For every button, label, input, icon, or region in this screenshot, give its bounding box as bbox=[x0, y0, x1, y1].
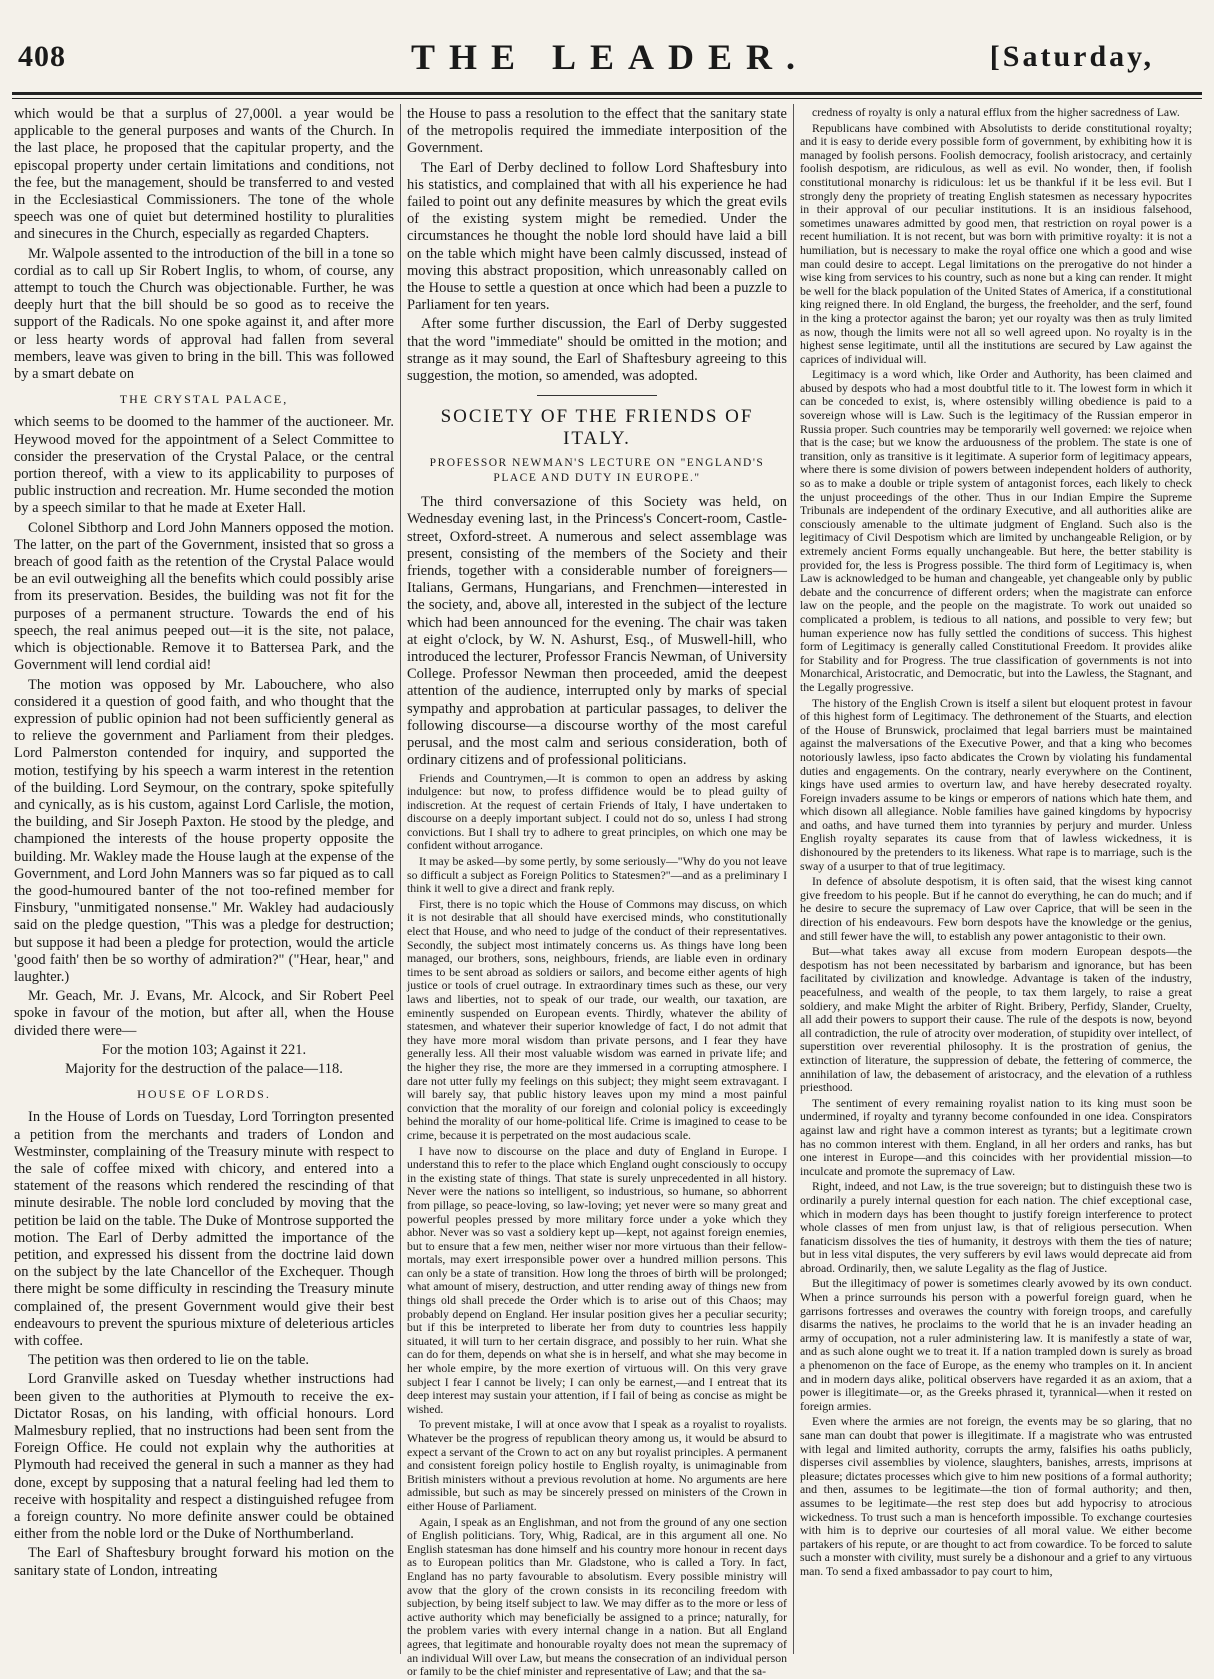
column-divider bbox=[400, 104, 401, 1654]
masthead bbox=[0, 0, 1214, 96]
column-2 bbox=[407, 106, 787, 1679]
paragraph: the House to pass a resolution to the effect that the sanitary state of the metropolis required the immediate interposition of the Government. bbox=[407, 106, 787, 157]
lecture-paragraph: Friends and Countrymen,—It is common to open an address by asking indulgence: but now, to profess diffidence would be to plead guilty of indiscretion. At the request of certain Friends of Italy, I have undertaken to discourse on a deeply important subject. I could not do so, unless I had strong convictions. But I shall try to adhere to great principles, on which one may be confident without arrogance. bbox=[407, 770, 787, 853]
paragraph: Lord Granville asked on Tuesday whether instructions had been given to the authorities at Plymouth to receive the ex-Dictator Rosas, on his landing, with official honours. Lord Malmesbury replied, that no instructions had been sent from the Foreign Office. He could not explain why the authorities at Plymouth had received the general in such a manner as they had done, except by supposing that a natural feeling had led them to receive with hospitality and respect a distinguished refugee from a foreign country. No more definite answer could be obtained either from the noble lord or the Duke of Northumberland. bbox=[14, 1371, 394, 1543]
lecture-paragraph: In defence of absolute despotism, it is often said, that the wisest king cannot give freedom to his people. But if he cannot do everything, he can do much; and if he desire to secure the supremacy of Law over Caprice, that will be seen in the direction of his endeavours. Few born despots have the knowledge or the genius, and still fewer have the will, to establish any power antagonistic to their own. bbox=[800, 874, 1192, 943]
subheading-crystal-palace: THE CRYSTAL PALACE, bbox=[119, 392, 289, 407]
lecture-paragraph: credness of royalty is only a natural efflux from the higher sacredness of Law. bbox=[812, 105, 1180, 119]
paragraph: which seems to be doomed to the hammer of the auctioneer. Mr. Heywood moved for the appointment of a Select Committee to consider the preservation of the Crystal Palace, or the central portion thereof, with a view to its applicability to purposes of public instruction and recreation. Mr. Hume seconded the motion by a speech similar to that he made at Exeter Hall. bbox=[14, 414, 394, 517]
column-3 bbox=[800, 106, 1192, 1656]
lecture-paragraph: Right, indeed, and not Law, is the true sovereign; but to distinguish these two is ordinarily a purely internal question for each nation. The chief exceptional case, which in modern days has been thought to justify foreign interference to protect whole classes of men from unjust law, is that of religious persecution. When fanaticism dissolves the ties of humanity, it destroys with them the ties of nature; but in less vital disputes, the very sufferers by evil laws would deprecate aid from abroad. Ordinarily, then, we salute Legality as the flag of Justice. bbox=[800, 1179, 1192, 1275]
section-divider bbox=[537, 395, 657, 396]
lecture-paragraph: But—what takes away all excuse from modern European despots—the despotism has not been necessitated by barbarism and ignorance, but has been facilitated by civilization and knowledge. Advantage is taken of the industry, peacefulness, and wealth of the people, to tax them largely, to raise a great soldiery, and make Might the arbiter of Right. Bribery, Perfidy, Slander, Cruelty, all add their powers to support their cause. The rule of the despots is now, beyond all contradiction, the rule of atrocity over moderation, of stupidity over intellect, of superstition over reverential philosophy. It is the prostration of genius, the extinction of literature, the suppression of debate, the fettering of commerce, the annihilation of law, the debasement of aristocracy, and the elevation of a ruthless priesthood. bbox=[800, 944, 1192, 1095]
lecture-paragraph: But the illegitimacy of power is sometimes clearly avowed by its own conduct. When a prince surrounds his person with a powerful foreign guard, when he garrisons fortresses and overawes the country with foreign troops, and carefully disarms the natives, he proclaims to the world that he is an invader heading an army of occupation, not a ruler administering law. It is manifestly a state of war, and as such alone ought we to treat it. If a nation trampled down is surely as broad a phenomenon on the face of Europe, as the enemy who tramples on it. In ancient and in modern days alike, political observers have regarded it as an axiom, that a power is illegitimate—or, as the Greeks phrased it, tyrannical—when it rested on foreign armies. bbox=[800, 1276, 1192, 1413]
masthead-rule-thick bbox=[12, 92, 1202, 95]
subheading-house-of-lords: HOUSE OF LORDS. bbox=[137, 1087, 271, 1102]
article-subtitle: PROFESSOR NEWMAN'S LECTURE ON "ENGLAND'S PLACE AND DUTY IN EUROPE." bbox=[429, 457, 765, 485]
lecture-paragraph: Legitimacy is a word which, like Order and Authority, has been claimed and abused by despots who had a most doubtful title to it. The lowest form in which it can be conceded to exist, is, where ostensibly willing obedience is paid to a sovereign whose will is Law. Such is the legitimacy of the Russian emperor in Russia proper. Such countries may be temporarily well governed: we rejoice when that is the case; but we know the arduousness of the problem. The state is one of transition, only as transitive is it legitimate. A superior form of legitimacy appears, where there is some division of powers between independent holders of authority, so as to make a double or triple system of antagonist forces, each likely to check the unjust proceedings of the other. Thus in our Indian Empire the Supreme Tribunals are independent of the ordinary Executive, and all authorities alike are consciously amenable to the ultimate judgment of England. Such also is the legitimacy of Civil Despotism which are limited by unchangeable Religion, or by extremely ancient Forms equally unchangeable. But here, the better stability is provided for, the less is Progress possible. The third form of Legitimacy is, when Law is acknowledged to be human and changeable, yet changeable only by public debate and the concurrence of different orders; when the magistrate can enforce law on the people, and the people on the magistrate. To work out unaided so complicated a problem, is tedious to all nations, and possible to very few; but human experience now has fully settled the conditions of success. This highest form of Legitimacy is generally called Constitutional Freedom. It provides alike for Stability and for Progress. The true classification of governments is not into Monarchical, Aristocratic, and Democratic, but into the Lawless, the Stagnant, and the Legally progressive. bbox=[800, 367, 1192, 694]
lecture-paragraph: To prevent mistake, I will at once avow that I speak as a royalist to royalists. Whatever be the progress of republican theory among us, it would be absurd to expect a servant of the Crown to act on any but royalist principles. A permanent and consistent foreign policy hostile to English royalty, is unimaginable from British ministers without a previous revolution at home. No arguments are here admissible, but such as may be sincerely pressed on ministers of the Crown in either House of Parliament. bbox=[407, 1417, 787, 1513]
lecture-paragraph: First, there is no topic which the House of Commons may discuss, on which it is not desirable that all should have exercised minds, who constitutionally elect that House, and who need to judge of the conduct of their representatives. Secondly, the subject most intimately concerns us. As things have long been managed, our brothers, sons, neighbours, friends, are liable even in ordinary times to be sent abroad as soldiers or sailors, and become either agents of high justice or tools of cruel outrage. In extraordinary times such as these, our very laws and liberties, not to speak of our trade, our wealth, our taxation, are eminently suspended on European events. Thirdly, whatever the ability of statesmen, and whatever their superior knowledge of fact, I do not admit that they have more moral wisdom than private persons, and I fear they have generally less. All their most valuable wisdom was earned in private life; and the higher they rise, the more are they immersed in a corrupting atmosphere. I dare not utter fully my feelings on this subject; they might seem extravagant. I will barely say, that public history leaves upon my mind a most painful conviction that the morality of our foreign and colonial policy is exceedingly behind the morality of our home-political life. Crime is imagined to cease to be crime, because it is perpetrated on the most audacious scale. bbox=[407, 896, 787, 1142]
issue-day: [Saturday, bbox=[989, 40, 1154, 73]
lecture-paragraph: I have now to discourse on the place and duty of England in Europe. I understand this to refer to the place which England ought consciously to occupy in the existing state of things. That state is surely unprecedented in all history. Never were the nations so intelligent, so industrious, so humane, so abhorrent from pillage, so peace-loving, so law-loving; yet never were so many great and powerful peoples pressed by more military force under a yoke which they abhor. Never was so vast a soldiery kept up—kept, not against foreign enemies, but to ensure that a few men, neither wiser nor more virtuous than their fellow-mortals, may exert irresponsible power over a hundred million persons. This can only be a state of transition. How long the throes of birth will be prolonged; what amount of misery, destruction, and utter rending away of things new from things old shall precede the Order which is to arise out of this Chaos; may probably depend on England. Her insular position gives her a peculiar security; but if this be interpreted to liberate her from duty to countries less happily situated, it will turn to her certain disgrace, and possibly to her ruin. What she can do for them, depends on what she is in herself, and what she may become in her whole empire, by the more exertion of virtuous will. On this very grave subject I fear I cannot be lively; I can only be earnest,—and I entreat that its deep interest may sustain your attention, if I fail of being as concise as might be wished. bbox=[407, 1143, 787, 1416]
paragraph: In the House of Lords on Tuesday, Lord Torrington presented a petition from the merchants and traders of London and Westminster, complaining of the Treasury minute with respect to the sale of coffee mixed with chicory, and entered into a statement of the reasons which rendered the rescinding of that minute desirable. The noble lord concluded by moving that the petition be laid on the table. The Duke of Montrose supported the motion. The Earl of Derby admitted the importance of the petition, and expressed his dissent from the doctrine laid down on the subject by the late Chancellor of the Exchequer. Though there might be some difficulty in rescinding the Treasury minute complained of, the present Government would give their best endeavours to prevent the spurious mixture of deleterious articles with coffee. bbox=[14, 1109, 394, 1350]
column-divider bbox=[793, 104, 794, 1654]
paragraph: The motion was opposed by Mr. Labouchere, who also considered it a question of good faith, and who thought that the expression of public opinion had not been sufficiently general as to relieve the government and Parliament from their pledges. Lord Palmerston contended for inquiry, and supported the motion, testifying by his speech a warm interest in the retention of the building. Lord Seymour, on the contrary, spoke spitefully and cynically, as is his custom, against Lord Carlisle, the motion, the building, and Sir Joseph Paxton. He stood by the pledge, and championed the interests of the house property opposite the building. Mr. Wakley made the House laugh at the expense of the Government, and Lord John Manners was so far piqued as to call the good-humoured banter of the not too-refined member for Finsbury, "unmitigated nonsense." Mr. Wakley had audaciously said on the pledge question, "This was a pledge for destruction; but suppose it had been a pledge for protection, would the article 'good faith' then be so worthy of admiration?" ("Hear, hear," and laughter.) bbox=[14, 676, 394, 985]
paragraph: which would be that a surplus of 27,000l. a year would be applicable to the general purposes and wants of the Church. In the last place, he proposed that the capitular property, and the episcopal property under certain limitations and conditions, not the fee, but the management, should be transferred to and vested in the Ecclesiastical Commissioners. The tone of the whole speech was one of quiet but determined hostility to pluralities and sinecures in the Church, especially as regarded Chapters. bbox=[14, 106, 394, 243]
lecture-paragraph: The history of the English Crown is itself a silent but eloquent protest in favour of this highest form of Legitimacy. The dethronement of the Stuarts, and election of the House of Brunswick, proclaimed that legal barriers must be maintained against the malversations of the Executive Power, and that a king who becomes notoriously lawless, ipso facto abdicates the Crown by violating his fundamental duties and engagements. On the contrary, nearly everywhere on the Continent, kings have used armies to overturn law, and have hereby desecrated royalty. Foreign invaders assume to be kings or emperors of nations which hate them, and which disown all allegiance. Noble families have gained kingdoms by hypocrisy and oaths, and have turned them into tyrannies by perjury and murder. Unless English royalty separates its cause from that of lawless wickedness, it is dishonoured by the pretenders to its likeness. What rape is to marriage, such is the sway of a usurper to that of true legitimacy. bbox=[800, 695, 1192, 873]
column-1 bbox=[14, 106, 394, 1656]
paragraph: The petition was then ordered to lie on the table. bbox=[28, 1352, 310, 1369]
lecture-paragraph: It may be asked—by some pertly, by some seriously—"Why do you not leave so difficult a subject as Foreign Politics to Statesmen?"—and as a preliminary I think it well to give a direct and frank reply. bbox=[407, 854, 787, 896]
vote-majority: Majority for the destruction of the palace—118. bbox=[65, 1060, 343, 1077]
article-title: SOCIETY OF THE FRIENDS OF ITALY. bbox=[440, 406, 754, 450]
lecture-paragraph: Republicans have combined with Absolutists to deride constitutional royalty; and it is easy to deride every possible form of government, by exhibiting how it is managed by foolish persons. Foolish democracy, foolish aristocracy, and certainly foolish despotism, are ridiculous, as well as evil. No wonder, then, if foolish constitutional monarchy is ridiculous: let us be thankful if it be less evil. But I strongly deny the propriety of treating English statesmen as necessary hypocrites in their approval of our peculiar institutions. It is an insidious falsehood, sometimes unawares admitted by good men, that restriction on royal power is a recent humiliation. It is not recent, but was born with primitive royalty: it is not a humiliation, but is necessary to make the royal office one which a good and wise man could desire to accept. Legal limitations on the prerogative do not hinder a wise king from services to his country, such as none but a king can render. It might be well for the black population of the United States of America, if a constitutional king reigned there. In old England, the burgess, the freeholder, and the serf, found in the king a protector against the baron; yet our royalty was then as truly limited as now, though the limits were not all so well agreed upon. No royalty is in the highest sense legitimate, until all the institutions are secured by Law against the caprices of individual will. bbox=[800, 120, 1192, 366]
paragraph: The third conversazione of this Society was held, on Wednesday evening last, in the Princess's Concert-room, Castle-street, Oxford-street. A numerous and select assemblage was present, consisting of the members of the Society and their friends, together with a considerable number of foreigners—Italians, Germans, Hungarians, and Frenchmen—interested in the society, and, above all, interested in the subject of the lecture which had been announced for the evening. The chair was taken at eight o'clock, by W. N. Ashurst, Esq., of Muswell-hill, who introduced the lecturer, Professor Francis Newman, of University College. Professor Newman then proceeded, amid the deepest attention of the audience, interrupted only by marks of special sympathy and approbation at particular passages, to deliver the following discourse—a discourse worthy of the most careful perusal, and the most calm and serious consideration, both of ordinary citizens and of professional politicians. bbox=[407, 494, 787, 769]
paragraph: Mr. Walpole assented to the introduction of the bill in a tone so cordial as to call up Sir Robert Inglis, to whom, of course, any attempt to touch the Church was objectionable. Further, he was deeply hurt that the bill should be so good as to receive the support of the Radicals. No one spoke against it, and after more or less hearty words of approval had fallen from several members, leave was given to bring in the bill. This was followed by a smart debate on bbox=[14, 245, 394, 383]
paragraph: After some further discussion, the Earl of Derby suggested that the word "immediate" should be omitted in the motion; and strange as it may sound, the Earl of Shaftesbury agreeing to this suggestion, the motion, so amended, was adopted. bbox=[407, 316, 787, 385]
paragraph: Mr. Geach, Mr. J. Evans, Mr. Alcock, and Sir Robert Peel spoke in favour of the motion, but after all, when the House divided there were— bbox=[14, 988, 394, 1039]
lecture-paragraph: The sentiment of every remaining royalist nation to its king must soon be undermined, if royalty and tyranny become confounded in one idea. Conspirators against law and right have a common interest as tyrants; but a legitimate crown has no common interest with them. England, in all her orders and ranks, has but one interest in Europe—and this coincides with her providential mission—to inculcate and promote the supremacy of Law. bbox=[800, 1095, 1192, 1178]
page-number: 408 bbox=[18, 40, 66, 73]
paragraph: The Earl of Shaftesbury brought forward his motion on the sanitary state of London, intreating bbox=[14, 1545, 394, 1579]
paragraph: The Earl of Derby declined to follow Lord Shaftesbury into his statistics, and complained that with all his experience he had failed to point out any definite measures by which the great evils of the existing system might be remedied. Under the circumstances he thought the noble lord should have laid a bill on the table which might have been calmly discussed, instead of moving this abstract proposition, which unreasonably called on the House to settle a question at once which had been a puzzle to Parliament for ten years. bbox=[407, 159, 787, 314]
lecture-paragraph: Even where the armies are not foreign, the events may be so glaring, that no sane man can doubt that power is illegitimate. If a magistrate who was entrusted with legal and limited authority, corrupts the army, falsifies his oaths publicly, disperses civil assemblies by violence, slaughters, banishes, arrests, imprisons at pleasure; dictates processes which give to him new positions of a formal authority; and then, assumes to be legitimate—the tion of formal authority; and then, assumes to be legitimate—the rest step does but add hypocrisy to atrocious wickedness. To trust such a man is henceforth impossible. To exchange courtesies with him is to deprive our courtesies of all moral value. We either become partakers of his repute, or are thought to act from cowardice. To be forced to salute such a monster with civility, must surely be a dishonour and a grief to any virtuous man. To send a fixed ambassador to pay court to him, bbox=[800, 1414, 1192, 1578]
masthead-rule-thin bbox=[12, 98, 1202, 99]
newspaper-title: THE LEADER. bbox=[410, 37, 810, 77]
lecture-paragraph: Again, I speak as an Englishman, and not from the ground of any one section of English politicians. Tory, Whig, Radical, are in this argument all one. No English statesman has done himself and his country more honour in recent days as to European politics than Mr. Gladstone, who is called a Tory. In fact, England has no party favourable to absolutism. Every possible ministry will avow that the glory of the crown consists in its reconciling freedom with subjection, by being itself subject to law. We may differ as to the more or less of active authority which may beneficially be assigned to a prince; naturally, for the problem varies with every internal change in a nation. But all England agrees, that legitimate and honourable royalty does not mean the supremacy of an individual Will over Law, but means the consecration of an individual person or family to be the chief minister and representative of Law; and that the sa- bbox=[407, 1514, 787, 1679]
paragraph: Colonel Sibthorp and Lord John Manners opposed the motion. The latter, on the part of the Government, insisted that so gross a breach of good faith as the retention of the Crystal Palace would be an evil outweighing all the benefits which could possibly arise from its preservation. Besides, the building was not fit for the purposes of a permanent structure. Towards the end of his speech, the real animus peeped out—it is the site, not palace, which is objectionable. Remove it to Battersea Park, and the Government will lend cordial aid! bbox=[14, 519, 394, 674]
vote-result: For the motion 103; Against it 221. bbox=[101, 1041, 307, 1058]
